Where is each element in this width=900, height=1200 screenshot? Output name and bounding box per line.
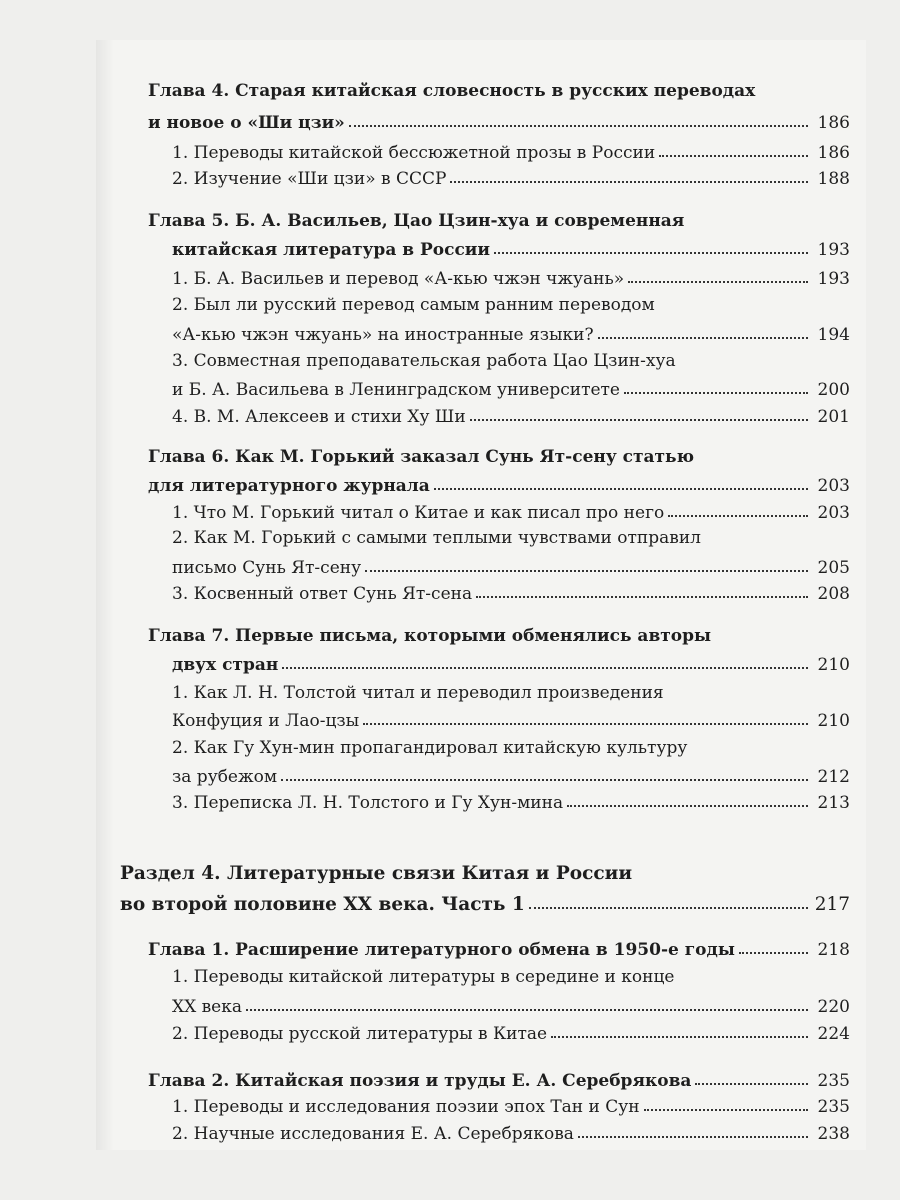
page-number: 186 <box>817 113 850 133</box>
toc-item-cont: письмо Сунь Ят-сену 205 <box>0 551 900 581</box>
toc-item: 1. Как Л. Н. Толстой читал и переводил произведения <box>172 683 664 703</box>
toc-item: 1. Переводы китайской литературы в середине и конце <box>172 967 675 987</box>
toc-item-cont: за рубежом 212 <box>0 760 900 790</box>
chapter-6-title-line1: Глава 6. Как М. Горький заказал Сунь Ят-сену статью <box>148 447 695 467</box>
toc-item: 3. Совместная преподавательская работа Цао Цзин-хуа <box>172 351 676 371</box>
s4-chapter-2-title: Глава 2. Китайская поэзия и труды Е. А. Серебрякова 235 <box>0 1064 900 1094</box>
chapter-4-title-line1 <box>0 76 900 106</box>
chapter-6-title-line2: для литературного журнала 203 <box>0 469 900 499</box>
chapter-5-title-line1: Глава 5. Б. А. Васильев, Цао Цзин-хуа и современная <box>148 211 685 231</box>
toc-item: 2. Переводы русской литературы в Китае 224 <box>0 1017 900 1047</box>
toc-item: 2. Был ли русский перевод самым ранним переводом <box>172 295 655 315</box>
chapter-title-text: Глава 4. Старая китайская словесность в русских переводах <box>148 81 756 101</box>
chapter-7-title-line2: двух стран 210 <box>0 648 900 678</box>
toc-item: 1. Переводы китайской бессюжетной прозы в России 186 <box>0 136 900 166</box>
toc-item: 2. Как М. Горький с самыми теплыми чувствами отправил <box>172 528 701 548</box>
toc-item-cont: Конфуция и Лао-цзы 210 <box>0 704 900 734</box>
toc-item: 2. Как Гу Хун-мин пропагандировал китайскую культуру <box>172 738 688 758</box>
toc-item: 3. Косвенный ответ Сунь Ят-сена 208 <box>0 577 900 607</box>
toc-item: 1. Что М. Горький читал о Китае и как писал про него 203 <box>0 496 900 526</box>
s4-chapter-1-title: Глава 1. Расширение литературного обмена в 1950-е годы 218 <box>0 933 900 963</box>
toc-item-cont: «А-кью чжэн чжуань» на иностранные языки? 194 <box>0 318 900 348</box>
toc-item: 4. В. М. Алексеев и стихи Ху Ши 201 <box>0 400 900 430</box>
toc-item-cont: и Б. А. Васильева в Ленинградском университете 200 <box>0 373 900 403</box>
section-4-title-line1: Раздел 4. Литературные связи Китая и России <box>120 863 633 884</box>
section-4-title-line2: во второй половине XX века. Часть 1 217 <box>0 888 900 918</box>
toc-item-cont: XX века 220 <box>0 990 900 1020</box>
toc-item: 2. Научные исследования Е. А. Серебрякова 238 <box>0 1117 900 1147</box>
chapter-5-title-line2: китайская литература в России 193 <box>0 233 900 263</box>
chapter-7-title-line1: Глава 7. Первые письма, которыми обменялись авторы <box>148 626 712 646</box>
toc-item: 2. Изучение «Ши цзи» в СССР 188 <box>0 162 900 192</box>
toc-item: 3. Переписка Л. Н. Толстого и Гу Хун-мина 213 <box>0 786 900 816</box>
toc-item: 1. Б. А. Васильев и перевод «А-кью чжэн чжуань» 193 <box>0 262 900 292</box>
toc-item: 1. Переводы и исследования поэзии эпох Тан и Сун 235 <box>0 1090 900 1120</box>
chapter-4-title-line2: и новое о «Ши цзи» 186 <box>0 106 900 136</box>
